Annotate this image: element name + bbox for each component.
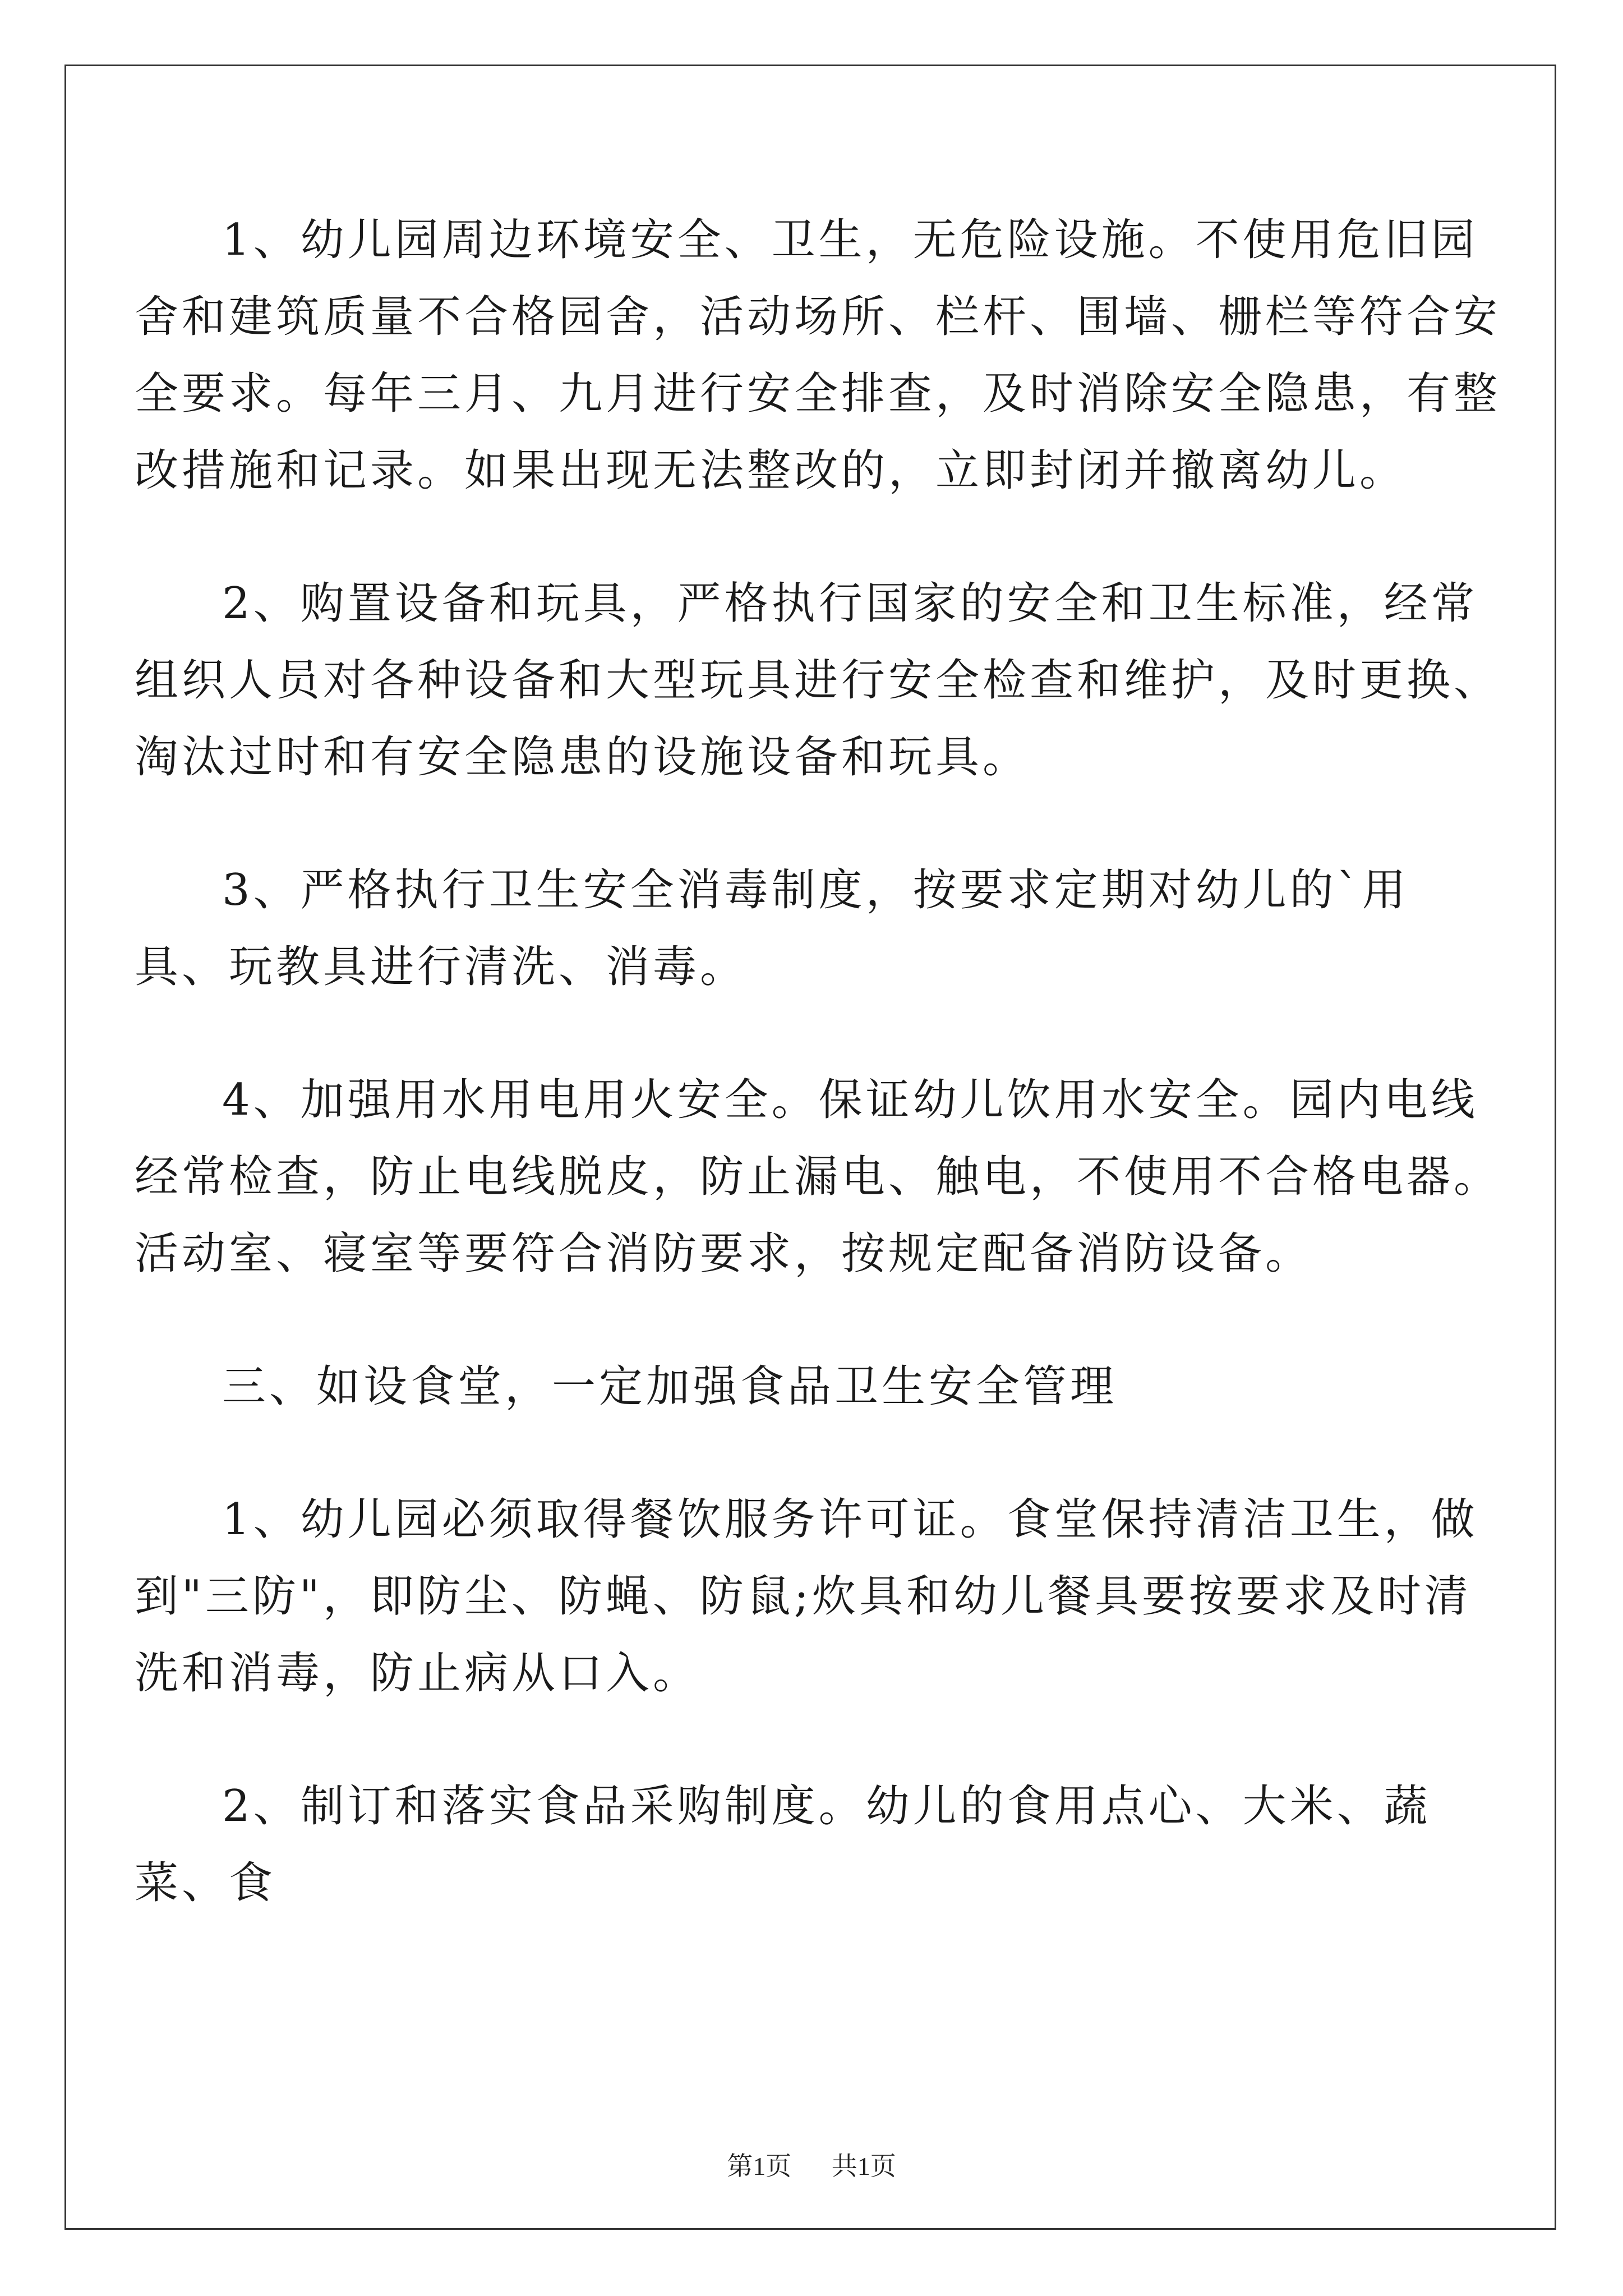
page-footer [0,2146,1623,2183]
page-number-current: 第1页 [727,2152,792,2180]
paragraph-2-equipment-toys: 2、购置设备和玩具，严格执行国家的安全和卫生标准，经常组织人员对各种设备和大型玩具进行安全检查和维护，及时更换、淘汰过时和有安全隐患的设施设备和玩具。 [135,578,1501,783]
section-heading-canteen: 三、如设食堂，一定加强食品卫生安全管理 [222,1361,1118,1412]
paragraph-3-disinfection: 3、严格执行卫生安全消毒制度，按要求定期对幼儿的`用具、玩教具进行清洗、消毒。 [135,865,1409,992]
document-body [135,202,1503,1978]
page-number-total: 共1页 [831,2152,896,2180]
paragraph-4-water-electric-fire: 4、加强用水用电用火安全。保证幼儿饮用水安全。园内电线经常检查，防止电线脱皮，防止漏电、触电，不使用不合格电器。活动室、寝室等要符合消防要求，按规定配备消防设备。 [135,1075,1501,1279]
paragraph-canteen-2-procurement: 2、制订和落实食品采购制度。幼儿的食用点心、大米、蔬菜、食 [135,1781,1431,1908]
paragraph-canteen-1-license: 1、幼儿园必须取得餐饮服务许可证。食堂保持清洁卫生，做到"三防"，即防尘、防蝇、防鼠;炊具和幼儿餐具要按要求及时清洗和消毒，防止病从口入。 [135,1494,1478,1699]
paragraph-1-environment-safety: 1、幼儿园周边环境安全、卫生，无危险设施。不使用危旧园舍和建筑质量不合格园舍，活动场所、栏杆、围墙、栅栏等符合安全要求。每年三月、九月进行安全排查，及时消除安全隐患，有整改措施和记录。如果出现无法整改的，立即封闭并撤离幼儿。 [135,215,1501,496]
